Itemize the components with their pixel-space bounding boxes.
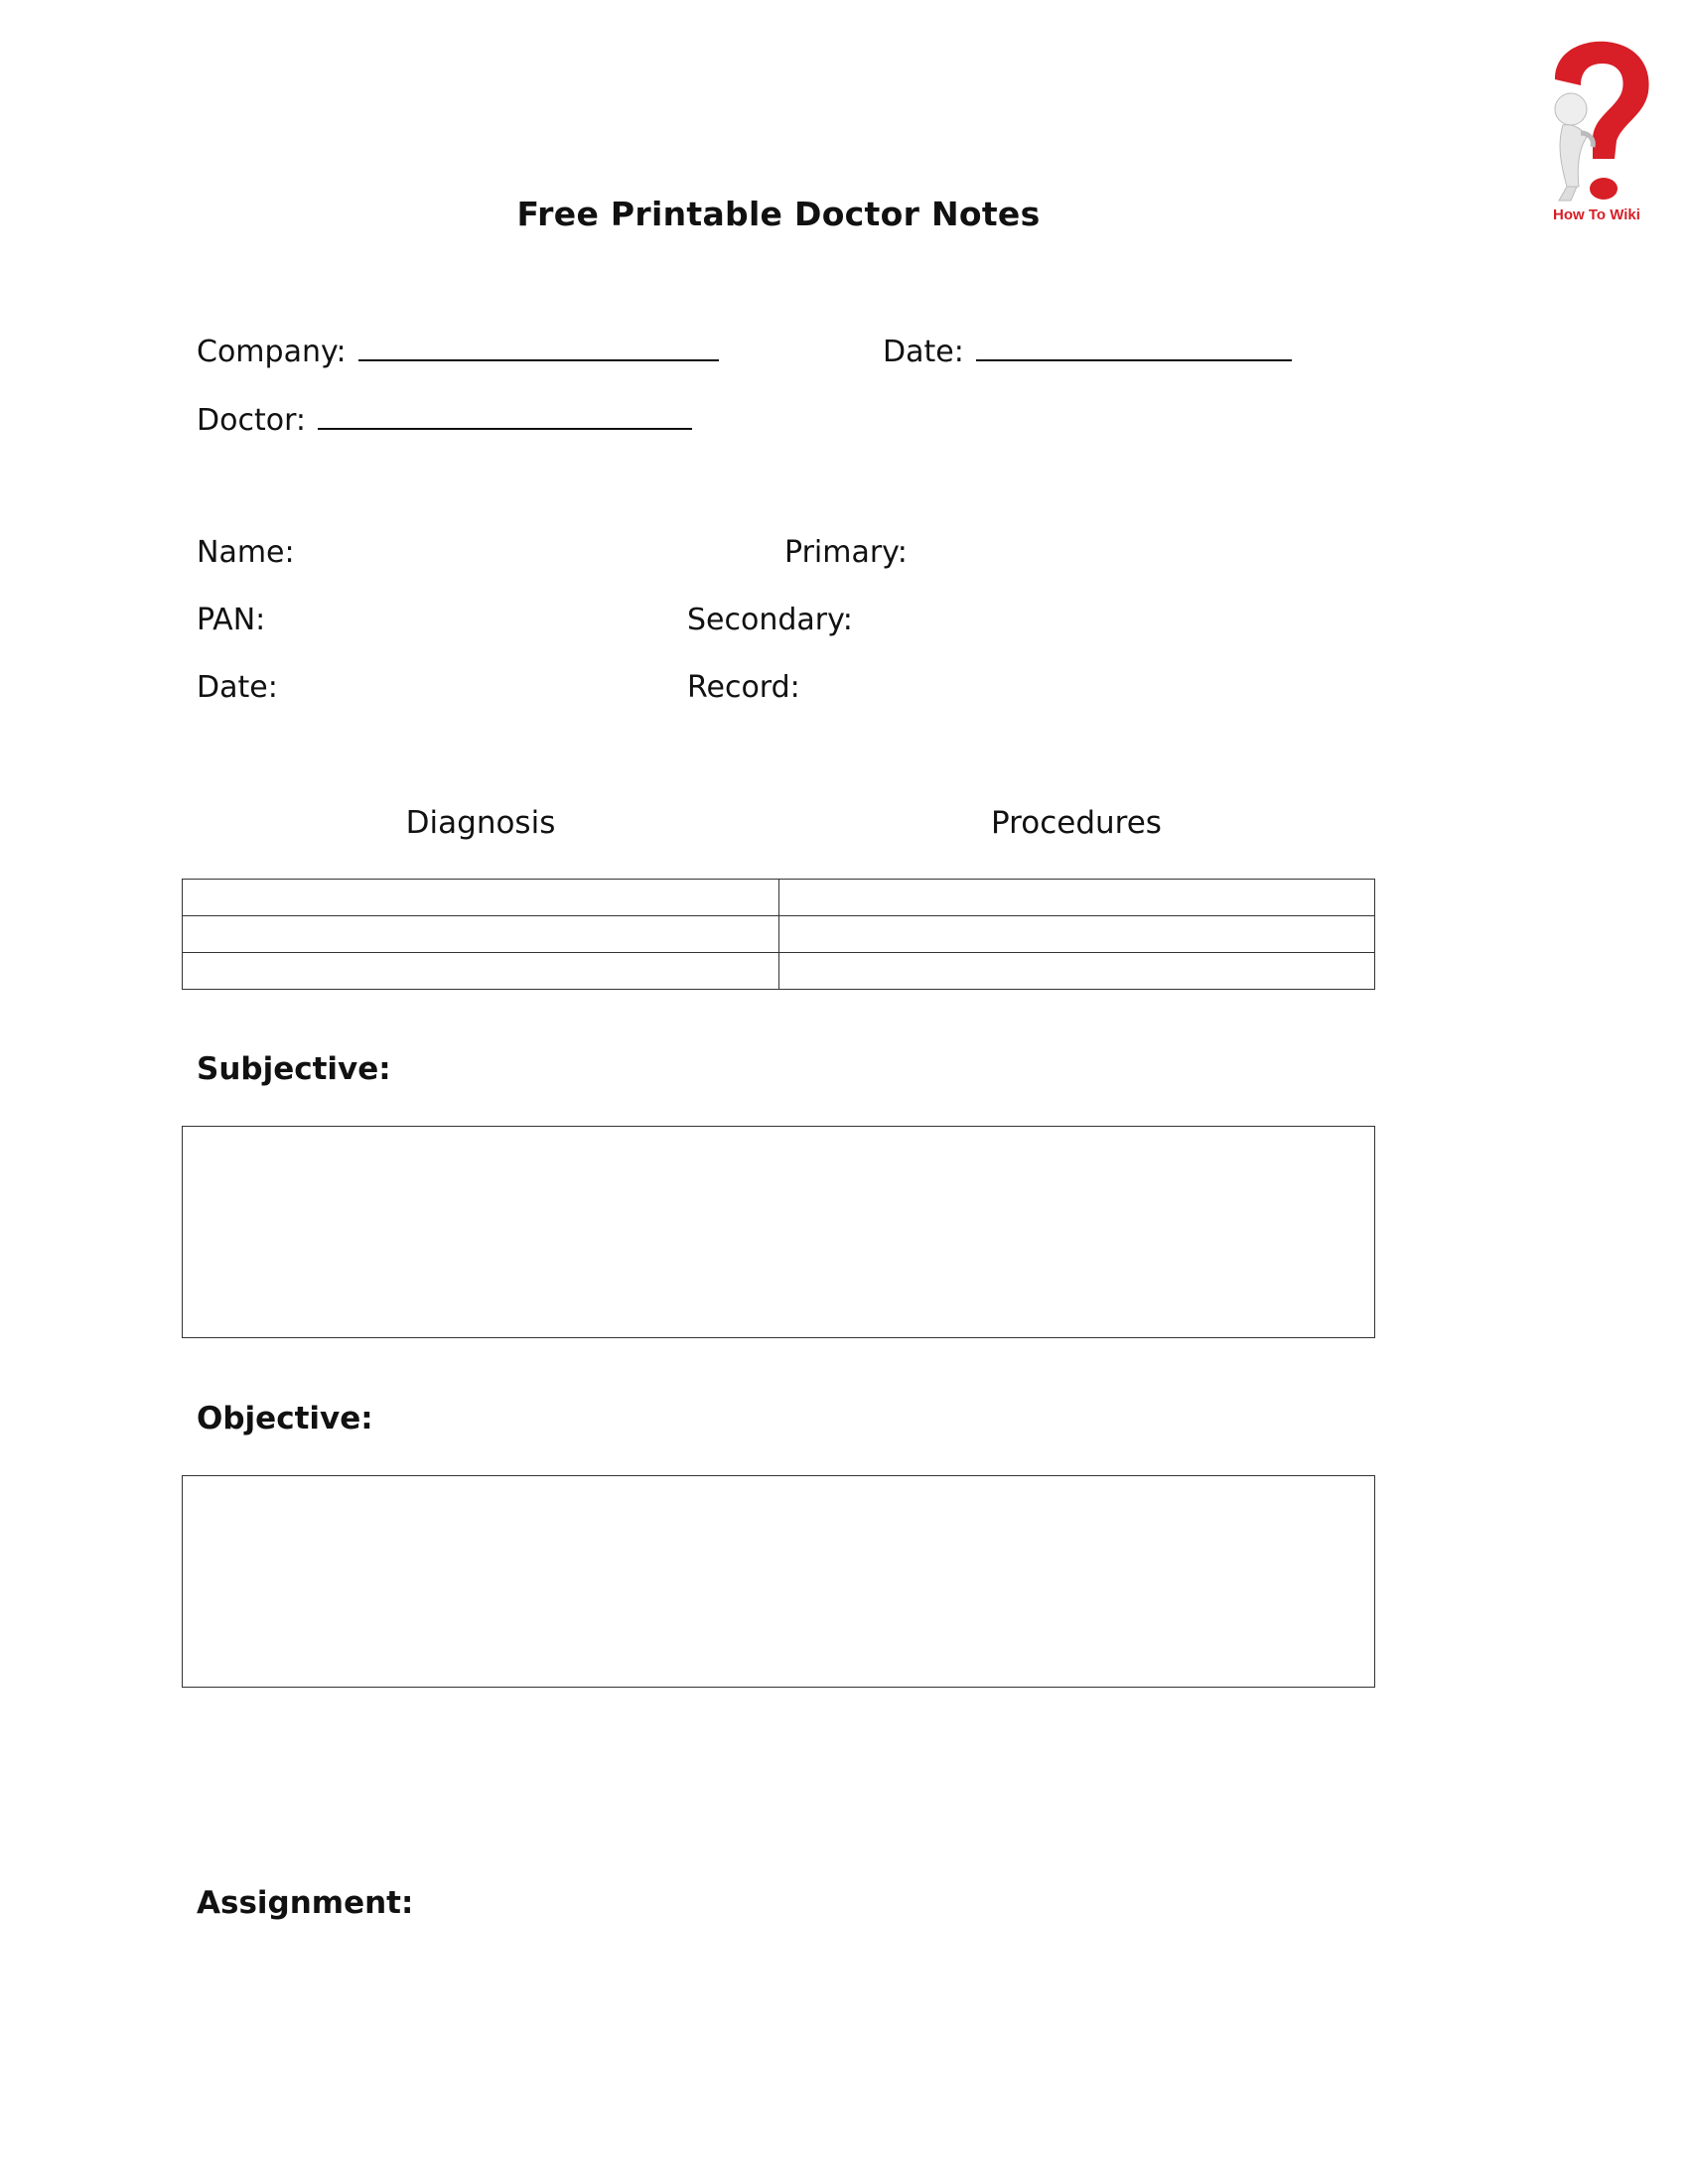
- header-date-field: [883, 334, 1292, 370]
- table-row: [183, 916, 1375, 953]
- header-date-blank[interactable]: [976, 334, 1292, 361]
- table-row: [183, 953, 1375, 990]
- page-title: Free Printable Doctor Notes: [516, 195, 1041, 233]
- table-row: [183, 880, 1375, 916]
- objective-heading: Objective:: [197, 1401, 373, 1436]
- company-blank[interactable]: [358, 334, 719, 361]
- primary-label: Primary:: [784, 535, 908, 570]
- subjective-heading: Subjective:: [197, 1051, 391, 1087]
- procedures-cell[interactable]: [778, 953, 1375, 990]
- question-mark-person-icon: [1537, 38, 1656, 206]
- logo-text: How To Wiki: [1553, 206, 1640, 223]
- pan-label: PAN:: [197, 603, 266, 637]
- name-label: Name:: [197, 535, 295, 570]
- diagnosis-cell[interactable]: [183, 880, 779, 916]
- procedures-heading: Procedures: [991, 805, 1162, 841]
- diagnosis-heading: Diagnosis: [405, 805, 556, 841]
- company-label: Company:: [197, 335, 347, 369]
- doctor-label: Doctor:: [197, 403, 306, 438]
- assignment-heading: Assignment:: [197, 1885, 414, 1921]
- procedures-cell[interactable]: [778, 880, 1375, 916]
- secondary-label: Secondary:: [687, 603, 853, 637]
- diagnosis-cell[interactable]: [183, 953, 779, 990]
- patient-date-label: Date:: [197, 670, 278, 705]
- objective-box[interactable]: [182, 1475, 1375, 1688]
- procedures-cell[interactable]: [778, 916, 1375, 953]
- record-label: Record:: [687, 670, 800, 705]
- diagnosis-cell[interactable]: [183, 916, 779, 953]
- header-date-label: Date:: [883, 335, 964, 369]
- diagnosis-procedures-table: [182, 879, 1375, 990]
- subjective-box[interactable]: [182, 1126, 1375, 1338]
- doctor-blank[interactable]: [318, 402, 692, 430]
- company-field: [197, 334, 719, 370]
- doctor-field: [197, 402, 692, 439]
